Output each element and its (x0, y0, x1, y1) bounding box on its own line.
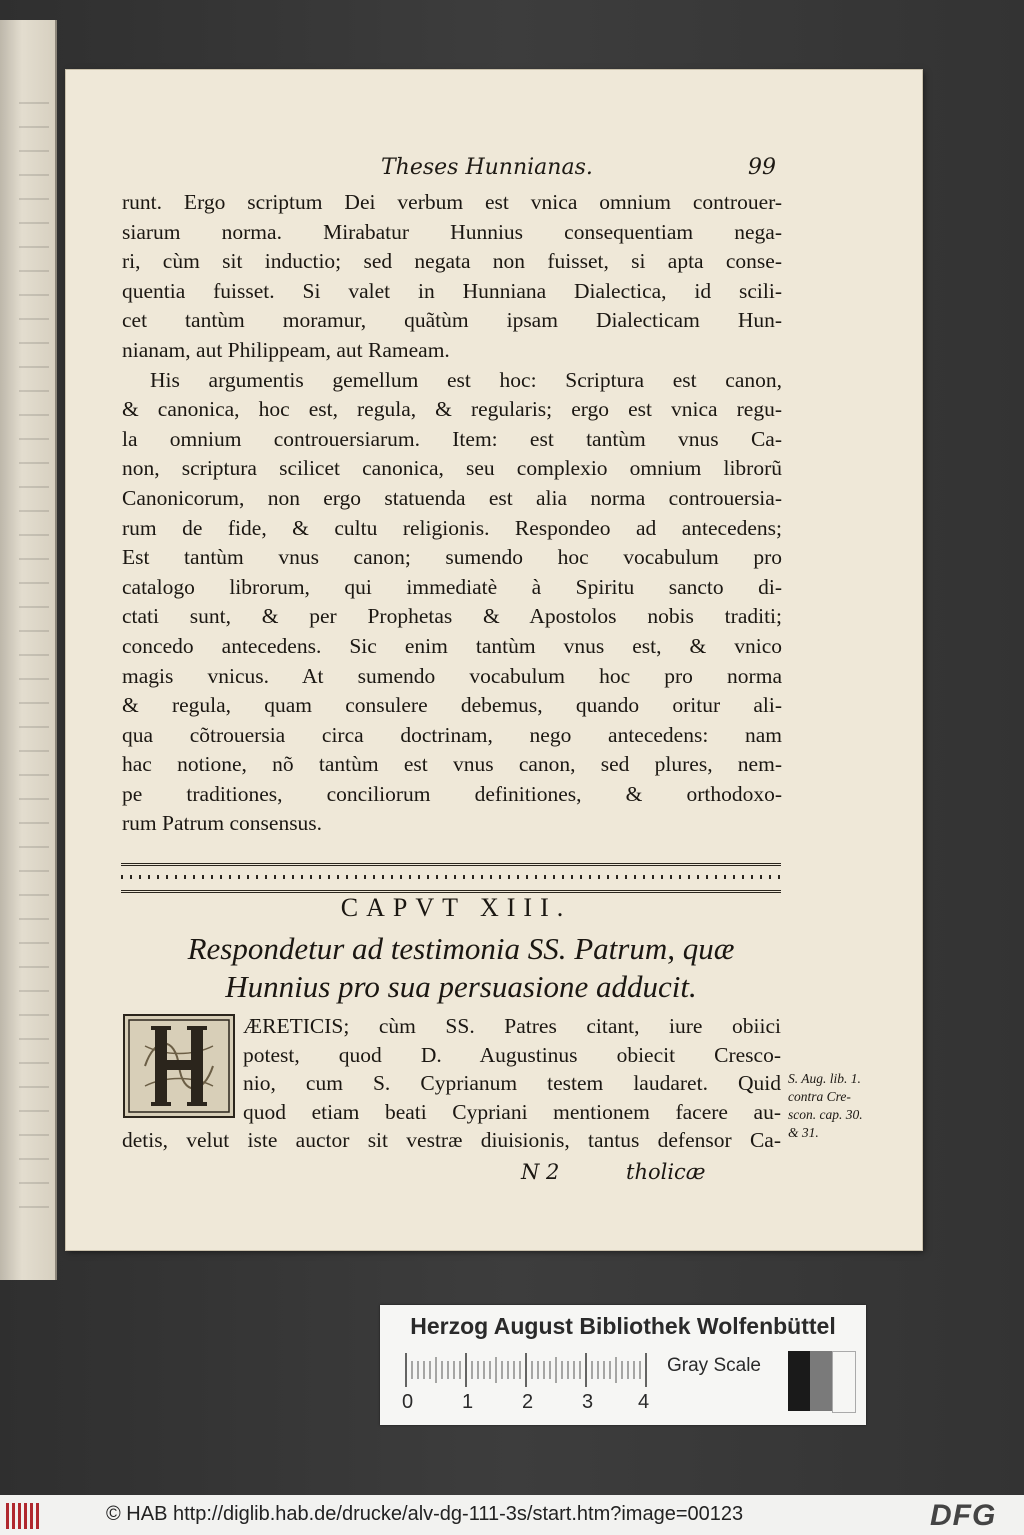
text-line: qua cõtrouersia circa doctrinam, nego antecedens: nam (122, 722, 782, 747)
color-scale-card (380, 1305, 866, 1425)
catchword: tholicæ (626, 1160, 706, 1184)
text-line: la omnium controuersiarum. Item: est tantùm vnus Ca- (122, 426, 782, 451)
decorated-initial-h-icon (125, 1016, 233, 1116)
text-line: ÆRETICIS; cùm SS. Patres citant, iure obiici (243, 1014, 781, 1038)
text-line: & regula, quam consulere debemus, quando oritur ali- (122, 693, 782, 718)
text-line: rum Patrum consensus. (122, 811, 323, 836)
chapter-title (121, 930, 801, 1006)
viewer-footer (0, 1495, 1024, 1535)
ruler-number: 0 (402, 1391, 414, 1413)
ornamental-rule (121, 863, 781, 893)
text-line: nianam, aut Philippeam, aut Rameam. (122, 337, 450, 362)
marginal-note-line: scon. cap. 30. (788, 1107, 863, 1122)
ruler-number: 3 (582, 1391, 594, 1413)
text-line: detis, velut iste auctor sit vestræ diuisionis, tantus defensor Ca- (122, 1128, 781, 1152)
source-url-text: © HAB http://diglib.hab.de/drucke/alv-dg-111-3s/start.htm?image=00123 (106, 1503, 744, 1525)
gray-swatch-black (788, 1351, 810, 1411)
chapter-text (122, 1126, 781, 1155)
chapter-heading: CAPVT XIII. (340, 893, 572, 922)
text-line: runt. Ergo scriptum Dei verbum est vnica omnium controuer- (122, 190, 782, 214)
gray-scale-label: Gray Scale (667, 1355, 761, 1376)
decorated-initial (123, 1014, 235, 1118)
dfg-logo: DFG (930, 1499, 997, 1532)
marginal-note-line: S. Aug. lib. 1. (788, 1071, 861, 1086)
book-page (66, 70, 922, 1250)
gray-swatch-mid (810, 1351, 832, 1411)
page-number: 99 (748, 155, 776, 180)
text-line: nio, cum S. Cyprianum testem laudaret. Quid (243, 1071, 781, 1095)
previous-page-edge (0, 20, 57, 1280)
ruler-number: 4 (638, 1391, 650, 1413)
text-line: potest, quod D. Augustinus obiecit Cresco- (243, 1042, 781, 1067)
text-line: & canonica, hoc est, regula, & regularis; ergo est vnica regu- (122, 397, 782, 422)
marginal-note (788, 1070, 888, 1142)
text-line: quentia fuisset. Si valet in Hunniana Dialectica, id scili- (122, 278, 782, 303)
text-line: Canonicorum, non ergo statuenda est alia norma controuersia- (122, 485, 782, 510)
ruler-number: 1 (462, 1391, 474, 1413)
text-line: pe traditiones, conciliorum definitiones, & orthodoxo- (122, 781, 782, 806)
chapter-text-indented (243, 1012, 781, 1126)
library-name: Herzog August Bibliothek Wolfenbüttel (410, 1313, 836, 1339)
text-line: quod etiam beati Cypriani mentionem facere au- (243, 1099, 781, 1124)
text-line: rum de fide, & cultu religionis. Respondeo ad antecedens; (122, 515, 782, 540)
ruler-icon (404, 1353, 650, 1387)
text-line: Est tantùm vnus canon; sumendo hoc vocabulum pro (122, 545, 782, 570)
running-head: Theses Hunnianas. (381, 155, 593, 180)
ruler-number: 2 (522, 1391, 534, 1413)
signature-mark: N 2 (521, 1160, 560, 1184)
text-line: magis vnicus. At sumendo vocabulum hoc pro norma (122, 663, 782, 688)
text-line: siarum norma. Mirabatur Hunnius consequentiam nega- (122, 219, 782, 244)
main-text (122, 188, 782, 839)
text-line: ri, cùm sit inductio; sed negata non fuisset, si apta conse- (122, 249, 782, 274)
marginal-note-line: contra Cre- (788, 1089, 851, 1104)
gray-swatch-white (832, 1351, 856, 1413)
hab-logo-icon (6, 1503, 40, 1529)
text-line: cet tantùm moramur, quãtùm ipsam Dialecticam Hun- (122, 308, 782, 333)
chapter-title-line: Hunnius pro sua persuasione adducit. (225, 969, 697, 1004)
text-line: concedo antecedens. Sic enim tantùm vnus est, & vnico (122, 633, 782, 658)
marginal-note-line: & 31. (788, 1125, 819, 1140)
chapter-title-line: Respondetur ad testimonia SS. Patrum, quæ (187, 931, 735, 966)
text-line: non, scriptura scilicet canonica, seu complexio omnium librorũ (122, 456, 782, 481)
text-line: ctati sunt, & per Prophetas & Apostolos nobis traditi; (122, 604, 782, 629)
text-line: catalogo librorum, qui immediatè à Spiritu sancto di- (122, 574, 782, 599)
text-line: hac notione, nõ tantùm est vnus canon, sed plures, nem- (122, 752, 782, 777)
text-line: His argumentis gemellum est hoc: Scriptura est canon, (150, 367, 782, 392)
